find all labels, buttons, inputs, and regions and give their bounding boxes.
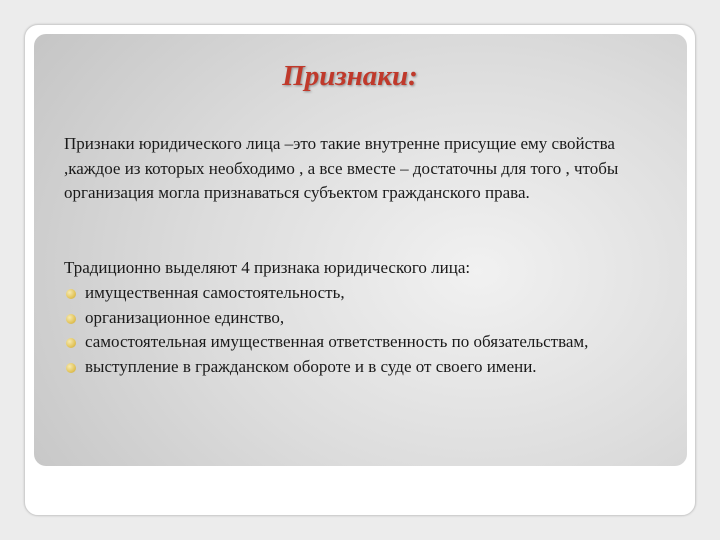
bullet-icon <box>66 338 76 348</box>
bullet-icon <box>66 289 76 299</box>
list-item-text: выступление в гражданском обороте и в суде от своего имени. <box>85 356 537 376</box>
definition-paragraph: Признаки юридического лица –это такие внутренне присущие ему свойства ,каждое из которых необходимо , а все вместе – достаточны для того , чтобы организация могла признаваться субъектом гражданского права. <box>64 134 619 202</box>
intro-paragraph: Традиционно выделяют 4 признака юридического лица: <box>64 258 471 277</box>
list-item <box>64 306 664 331</box>
list-item-text: организационное единство, <box>85 307 285 327</box>
features-list <box>64 281 664 379</box>
slide-title: Признаки: <box>282 60 418 92</box>
list-item <box>64 355 664 380</box>
bullet-icon <box>66 363 76 373</box>
content-panel <box>34 34 687 466</box>
list-item <box>64 281 664 306</box>
list-item-text: имущественная самостоятельность, <box>85 283 345 302</box>
bullet-icon <box>66 314 76 324</box>
list-item <box>64 330 664 355</box>
list-item-text: самостоятельная имущественная ответственность по обязательствам, <box>85 332 589 351</box>
